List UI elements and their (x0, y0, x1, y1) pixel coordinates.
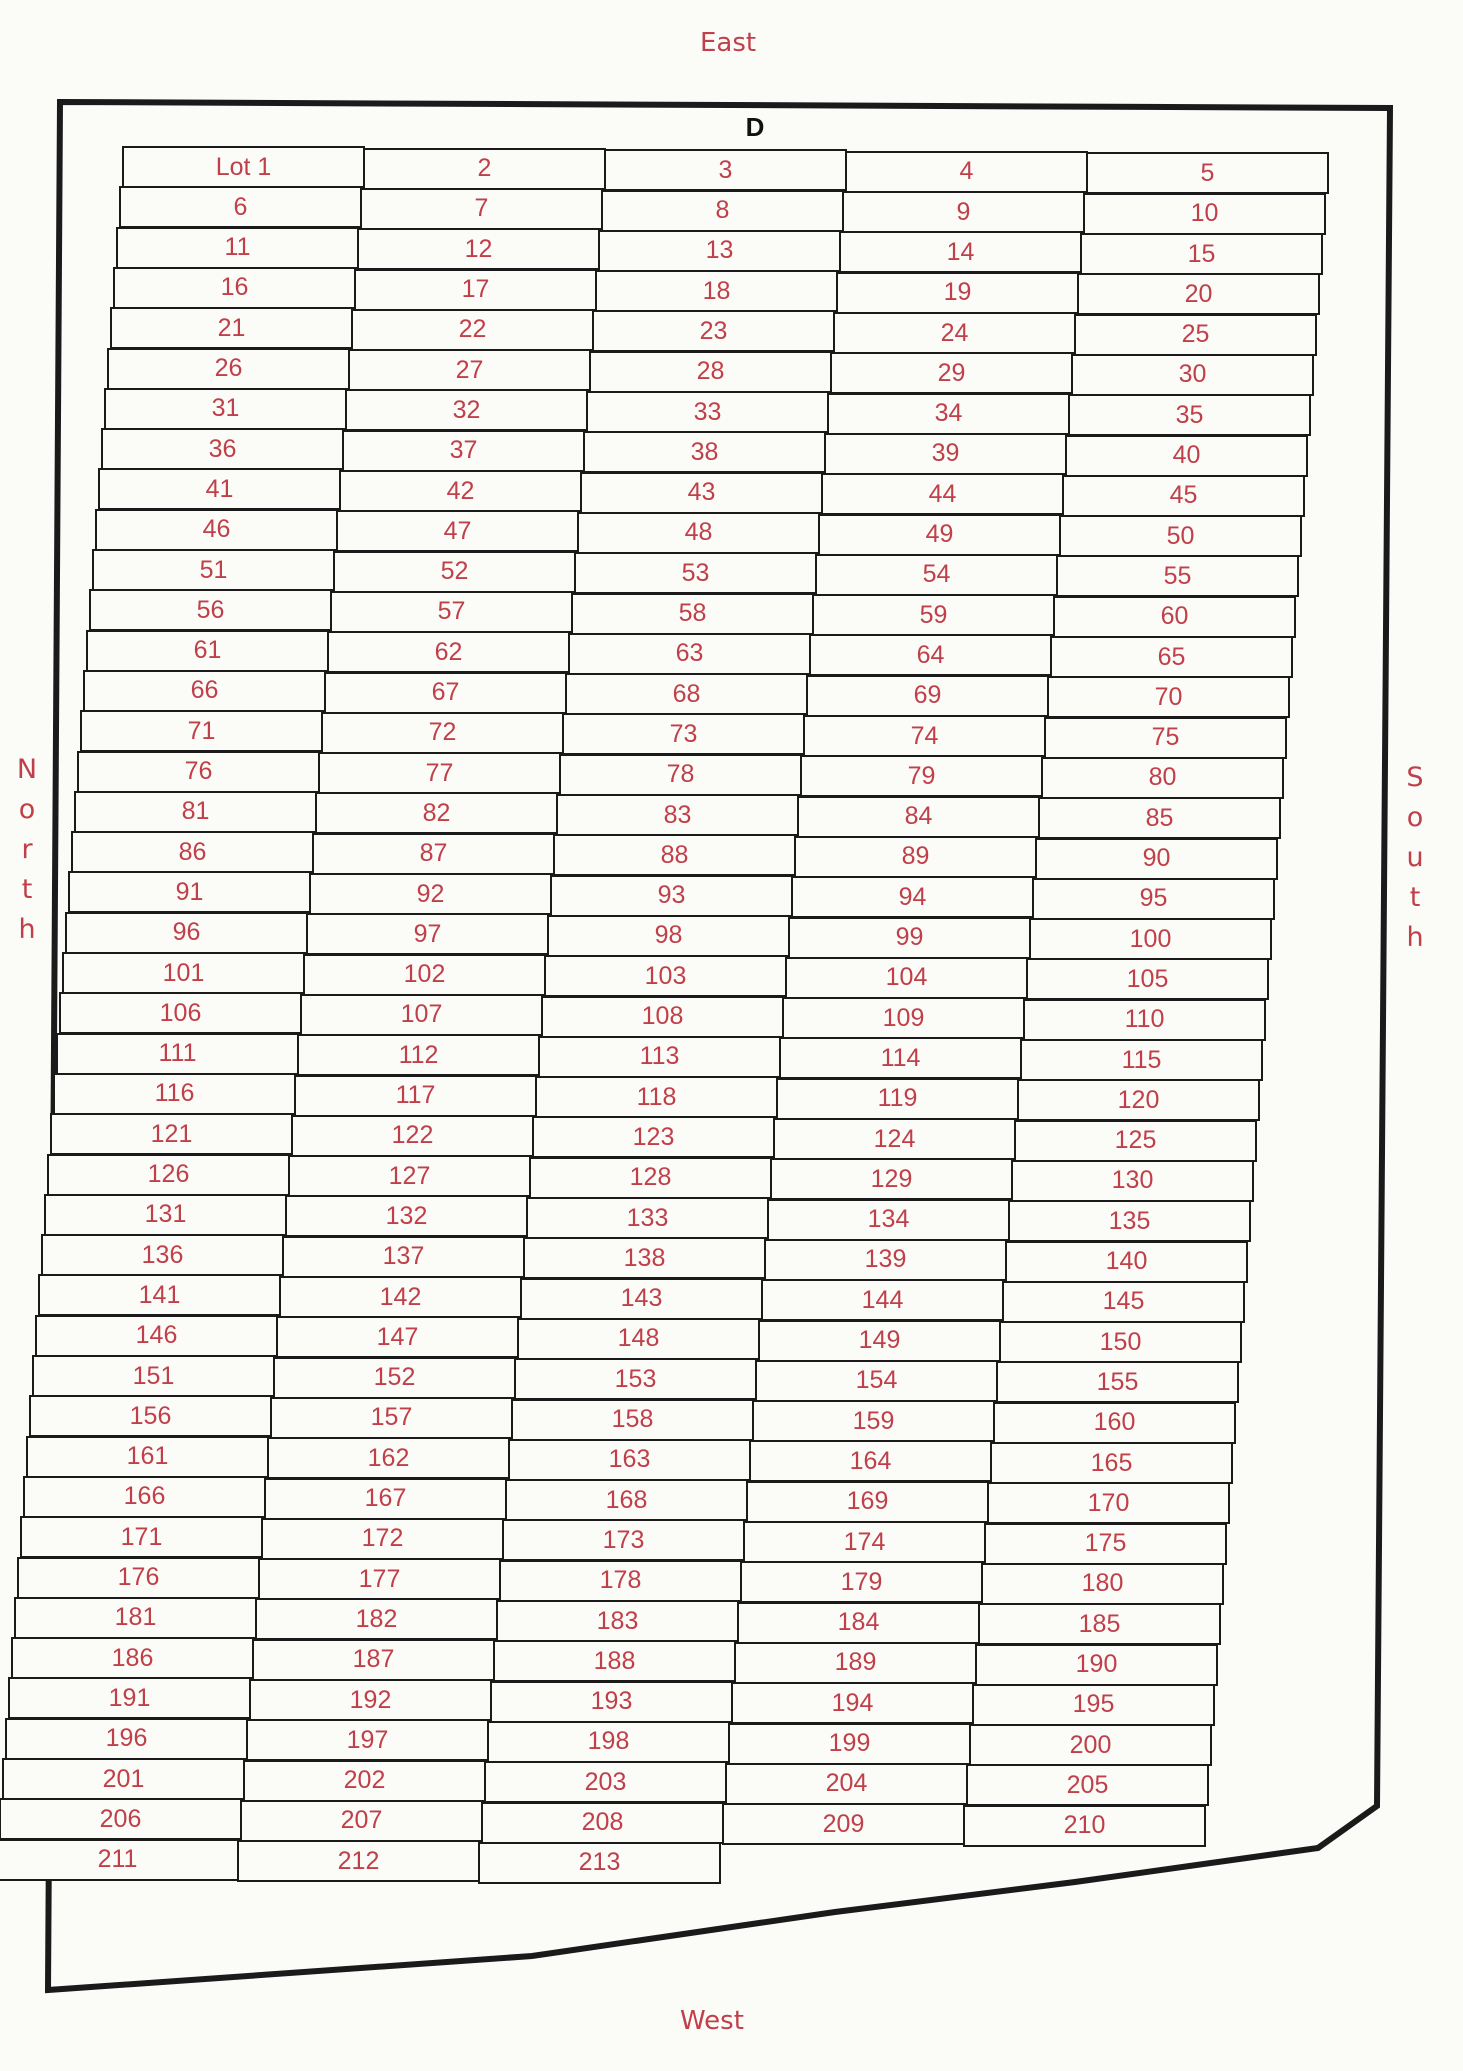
lot-cell: 139 (764, 1239, 1007, 1281)
lot-cell: 147 (276, 1316, 519, 1358)
lot-cell: 104 (785, 957, 1028, 999)
lot-cell: 3 (604, 149, 847, 191)
lot-cell: 29 (830, 352, 1073, 394)
lot-cell: 92 (309, 873, 552, 915)
lot-cell: 47 (336, 510, 579, 552)
lot-cell: 111 (56, 1033, 299, 1075)
lot-cell: 10 (1083, 193, 1326, 235)
lot-cell: 178 (499, 1560, 742, 1602)
lot-cell: 202 (243, 1760, 486, 1802)
lot-cell: 63 (568, 633, 811, 675)
lot-cell: 109 (782, 997, 1025, 1039)
lot-cell: 45 (1062, 475, 1305, 517)
lot-cell: 211 (0, 1839, 239, 1881)
lot-cell: 158 (511, 1399, 754, 1441)
lot-cell: 140 (1005, 1241, 1248, 1283)
lot-cell: 176 (17, 1557, 260, 1599)
lot-cell: 99 (788, 917, 1031, 959)
lot-cell: 54 (815, 554, 1058, 596)
compass-letter: N (16, 754, 38, 785)
lot-cell: 87 (312, 833, 555, 875)
lot-cell: 26 (107, 348, 350, 390)
lot-cell: 52 (333, 551, 576, 593)
lot-cell: 167 (264, 1478, 507, 1520)
section-title: D (745, 112, 765, 142)
lot-cell: 116 (53, 1073, 296, 1115)
lot-cell: 125 (1014, 1120, 1257, 1162)
lot-cell: 212 (237, 1840, 480, 1882)
lot-cell: 58 (571, 593, 814, 635)
lot-cell: 37 (342, 430, 585, 472)
lot-cell: 27 (348, 349, 591, 391)
lot-cell: 91 (68, 871, 311, 913)
lot-cell: 134 (767, 1199, 1010, 1241)
lot-cell: 192 (249, 1679, 492, 1721)
lot-cell: 4 (845, 151, 1088, 193)
lot-cell: 75 (1044, 717, 1287, 759)
lot-cell: 205 (966, 1764, 1209, 1806)
lot-cell: 84 (797, 796, 1040, 838)
lot-cell: 165 (990, 1442, 1233, 1484)
lot-cell: 71 (80, 710, 323, 752)
lot-cell: 143 (520, 1278, 763, 1320)
lot-cell: 82 (315, 792, 558, 834)
lot-cell: 95 (1032, 878, 1275, 920)
lot-cell: 199 (728, 1723, 971, 1765)
lot-cell: 15 (1080, 233, 1323, 275)
lot-cell: 185 (978, 1603, 1221, 1645)
lot-cell: 153 (514, 1358, 757, 1400)
lot-cell: 107 (300, 994, 543, 1036)
lot-cell: 98 (547, 915, 790, 957)
lot-cell: 90 (1035, 838, 1278, 880)
lot-cell: 59 (812, 594, 1055, 636)
lot-cell: 201 (2, 1758, 245, 1800)
lot-cell: 168 (505, 1479, 748, 1521)
lot-cell: 13 (598, 230, 841, 272)
lot-cell: 151 (32, 1355, 275, 1397)
lot-cell: 33 (586, 391, 829, 433)
lot-cell: 2 (363, 148, 606, 190)
lot-cell: 138 (523, 1237, 766, 1279)
lot-cell: 70 (1047, 676, 1290, 718)
lot-cell: 83 (556, 794, 799, 836)
lot-cell: 60 (1053, 596, 1296, 638)
lot-cell: 42 (339, 470, 582, 512)
lot-cell: 196 (5, 1718, 248, 1760)
lot-cell: 85 (1038, 797, 1281, 839)
lot-cell: 74 (803, 715, 1046, 757)
east-label: East (700, 28, 757, 58)
lot-cell: 129 (770, 1158, 1013, 1200)
lot-cell: 24 (833, 312, 1076, 354)
lot-cell: 162 (267, 1437, 510, 1479)
lot-cell: 113 (538, 1036, 781, 1078)
compass-letter: u (1406, 842, 1424, 873)
lot-cell: 19 (836, 272, 1079, 314)
lot-cell: 182 (255, 1598, 498, 1640)
lot-cell: 105 (1026, 958, 1269, 1000)
lot-cell: 133 (526, 1197, 769, 1239)
lot-cell: 174 (743, 1521, 986, 1563)
lot-cell: 149 (758, 1320, 1001, 1362)
lot-cell: 46 (95, 509, 338, 551)
lot-cell: 172 (261, 1518, 504, 1560)
lot-cell: 94 (791, 876, 1034, 918)
lot-cell: 173 (502, 1519, 745, 1561)
lot-cell: 40 (1065, 435, 1308, 477)
lot-cell: 183 (496, 1600, 739, 1642)
lot-cell: 49 (818, 514, 1061, 556)
lot-cell: 22 (351, 309, 594, 351)
lot-cell: 81 (74, 791, 317, 833)
lot-cell: 154 (755, 1360, 998, 1402)
lot-cell: 145 (1002, 1281, 1245, 1323)
lot-cell: Lot 1 (122, 146, 365, 188)
lot-cell: 123 (532, 1116, 775, 1158)
lot-cell: 61 (86, 630, 329, 672)
lot-cell: 120 (1017, 1079, 1260, 1121)
lot-cell: 25 (1074, 314, 1317, 356)
lot-cell: 204 (725, 1763, 968, 1805)
lot-cell: 119 (776, 1078, 1019, 1120)
lot-cell: 56 (89, 589, 332, 631)
lot-cell: 67 (324, 672, 567, 714)
lot-cell: 89 (794, 836, 1037, 878)
lot-cell: 72 (321, 712, 564, 754)
lot-cell: 34 (827, 393, 1070, 435)
lot-cell: 55 (1056, 555, 1299, 597)
lot-cell: 30 (1071, 354, 1314, 396)
lot-cell: 108 (541, 996, 784, 1038)
lot-cell: 76 (77, 751, 320, 793)
lot-cell: 53 (574, 552, 817, 594)
lot-cell: 103 (544, 955, 787, 997)
lot-cell: 50 (1059, 515, 1302, 557)
lot-cell: 135 (1008, 1200, 1251, 1242)
lot-cell: 69 (806, 675, 1049, 717)
lot-cell: 191 (8, 1677, 251, 1719)
lot-cell: 32 (345, 389, 588, 431)
lot-cell: 11 (116, 227, 359, 269)
lot-cell: 96 (65, 912, 308, 954)
lot-cell: 78 (559, 754, 802, 796)
lot-cell: 35 (1068, 394, 1311, 436)
lot-cell: 118 (535, 1076, 778, 1118)
lot-cell: 8 (601, 190, 844, 232)
lot-cell: 195 (972, 1684, 1215, 1726)
lot-cell: 100 (1029, 918, 1272, 960)
lot-cell: 102 (303, 954, 546, 996)
lot-cell: 186 (11, 1637, 254, 1679)
lot-cell: 31 (104, 388, 347, 430)
west-label: West (680, 2006, 744, 2036)
compass-letter: o (18, 794, 36, 825)
lot-cell: 188 (493, 1640, 736, 1682)
lot-cell: 166 (23, 1476, 266, 1518)
compass-letter: o (1406, 802, 1424, 833)
lot-cell: 79 (800, 755, 1043, 797)
lot-cell: 88 (553, 834, 796, 876)
lot-cell: 14 (839, 231, 1082, 273)
lot-cell: 130 (1011, 1160, 1254, 1202)
compass-letter: h (1406, 922, 1424, 953)
lot-cell: 131 (44, 1194, 287, 1236)
lot-cell: 136 (41, 1234, 284, 1276)
lot-cell: 106 (59, 992, 302, 1034)
lot-cell: 194 (731, 1682, 974, 1724)
lot-cell: 64 (809, 634, 1052, 676)
lot-cell: 121 (50, 1113, 293, 1155)
lot-cell: 181 (14, 1597, 257, 1639)
lot-cell: 21 (110, 307, 353, 349)
lot-cell: 9 (842, 191, 1085, 233)
compass-letter: t (21, 874, 33, 905)
lot-cell: 179 (740, 1561, 983, 1603)
lot-cell: 66 (83, 670, 326, 712)
lot-cell: 115 (1020, 1039, 1263, 1081)
lot-cell: 137 (282, 1236, 525, 1278)
lot-cell: 101 (62, 952, 305, 994)
lot-cell: 23 (592, 310, 835, 352)
lot-cell: 180 (981, 1563, 1224, 1605)
lot-cell: 39 (824, 433, 1067, 475)
lot-cell: 80 (1041, 757, 1284, 799)
lot-cell: 206 (0, 1798, 242, 1840)
lot-cell: 126 (47, 1154, 290, 1196)
lot-cell: 141 (38, 1274, 281, 1316)
lot-cell: 193 (490, 1681, 733, 1723)
lot-cell: 156 (29, 1395, 272, 1437)
lot-cell: 114 (779, 1037, 1022, 1079)
lot-cell: 5 (1086, 152, 1329, 194)
lot-cell: 18 (595, 270, 838, 312)
lot-cell: 112 (297, 1034, 540, 1076)
lot-cell: 17 (354, 269, 597, 311)
lot-cell: 7 (360, 188, 603, 230)
lot-cell: 36 (101, 428, 344, 470)
compass-letter: r (21, 834, 33, 865)
lot-cell: 117 (294, 1075, 537, 1117)
lot-cell: 44 (821, 473, 1064, 515)
lot-cell: 132 (285, 1195, 528, 1237)
lot-cell: 77 (318, 752, 561, 794)
lot-cell: 124 (773, 1118, 1016, 1160)
lot-cell: 189 (734, 1642, 977, 1684)
lot-cell: 43 (580, 472, 823, 514)
lot-cell: 57 (330, 591, 573, 633)
lot-cell: 159 (752, 1400, 995, 1442)
lot-cell: 97 (306, 913, 549, 955)
lot-cell: 203 (484, 1761, 727, 1803)
lot-cell: 148 (517, 1318, 760, 1360)
lot-cell: 51 (92, 549, 335, 591)
compass-letter: h (18, 914, 36, 945)
lot-cell: 127 (288, 1155, 531, 1197)
lot-cell: 207 (240, 1800, 483, 1842)
lot-cell: 65 (1050, 636, 1293, 678)
lot-cell: 86 (71, 831, 314, 873)
lot-cell: 164 (749, 1440, 992, 1482)
lot-cell: 155 (996, 1361, 1239, 1403)
lot-cell: 122 (291, 1115, 534, 1157)
lot-cell: 28 (589, 351, 832, 393)
lot-cell: 163 (508, 1439, 751, 1481)
lot-cell: 152 (273, 1357, 516, 1399)
lot-cell: 20 (1077, 273, 1320, 315)
compass-letter: S (1406, 762, 1424, 793)
lot-cell: 210 (963, 1805, 1206, 1847)
lot-cell: 200 (969, 1724, 1212, 1766)
lot-cell: 144 (761, 1279, 1004, 1321)
lot-cell: 177 (258, 1558, 501, 1600)
lot-cell: 68 (565, 673, 808, 715)
lot-cell: 161 (26, 1436, 269, 1478)
lot-cell: 160 (993, 1402, 1236, 1444)
lot-cell: 198 (487, 1721, 730, 1763)
lot-cell: 12 (357, 228, 600, 270)
lot-cell: 169 (746, 1481, 989, 1523)
lot-cell: 6 (119, 186, 362, 228)
lot-cell: 110 (1023, 999, 1266, 1041)
lot-cell: 93 (550, 875, 793, 917)
lot-cell: 128 (529, 1157, 772, 1199)
lot-cell: 170 (987, 1482, 1230, 1524)
lot-cell: 146 (35, 1315, 278, 1357)
lot-cell: 171 (20, 1516, 263, 1558)
lot-cell: 175 (984, 1523, 1227, 1565)
lot-cell: 38 (583, 431, 826, 473)
lot-cell: 41 (98, 468, 341, 510)
lot-cell: 184 (737, 1602, 980, 1644)
lot-cell: 213 (478, 1842, 721, 1884)
lot-cell: 197 (246, 1719, 489, 1761)
lot-cell: 208 (481, 1802, 724, 1844)
lot-cell: 48 (577, 512, 820, 554)
compass-letter: t (1409, 882, 1421, 913)
lot-cell: 190 (975, 1644, 1218, 1686)
lot-cell: 157 (270, 1397, 513, 1439)
lot-cell: 62 (327, 631, 570, 673)
lot-cell: 16 (113, 267, 356, 309)
lot-cell: 150 (999, 1321, 1242, 1363)
lot-cell: 142 (279, 1276, 522, 1318)
lot-cell: 209 (722, 1803, 965, 1845)
lot-cell: 187 (252, 1639, 495, 1681)
lot-cell: 73 (562, 713, 805, 755)
